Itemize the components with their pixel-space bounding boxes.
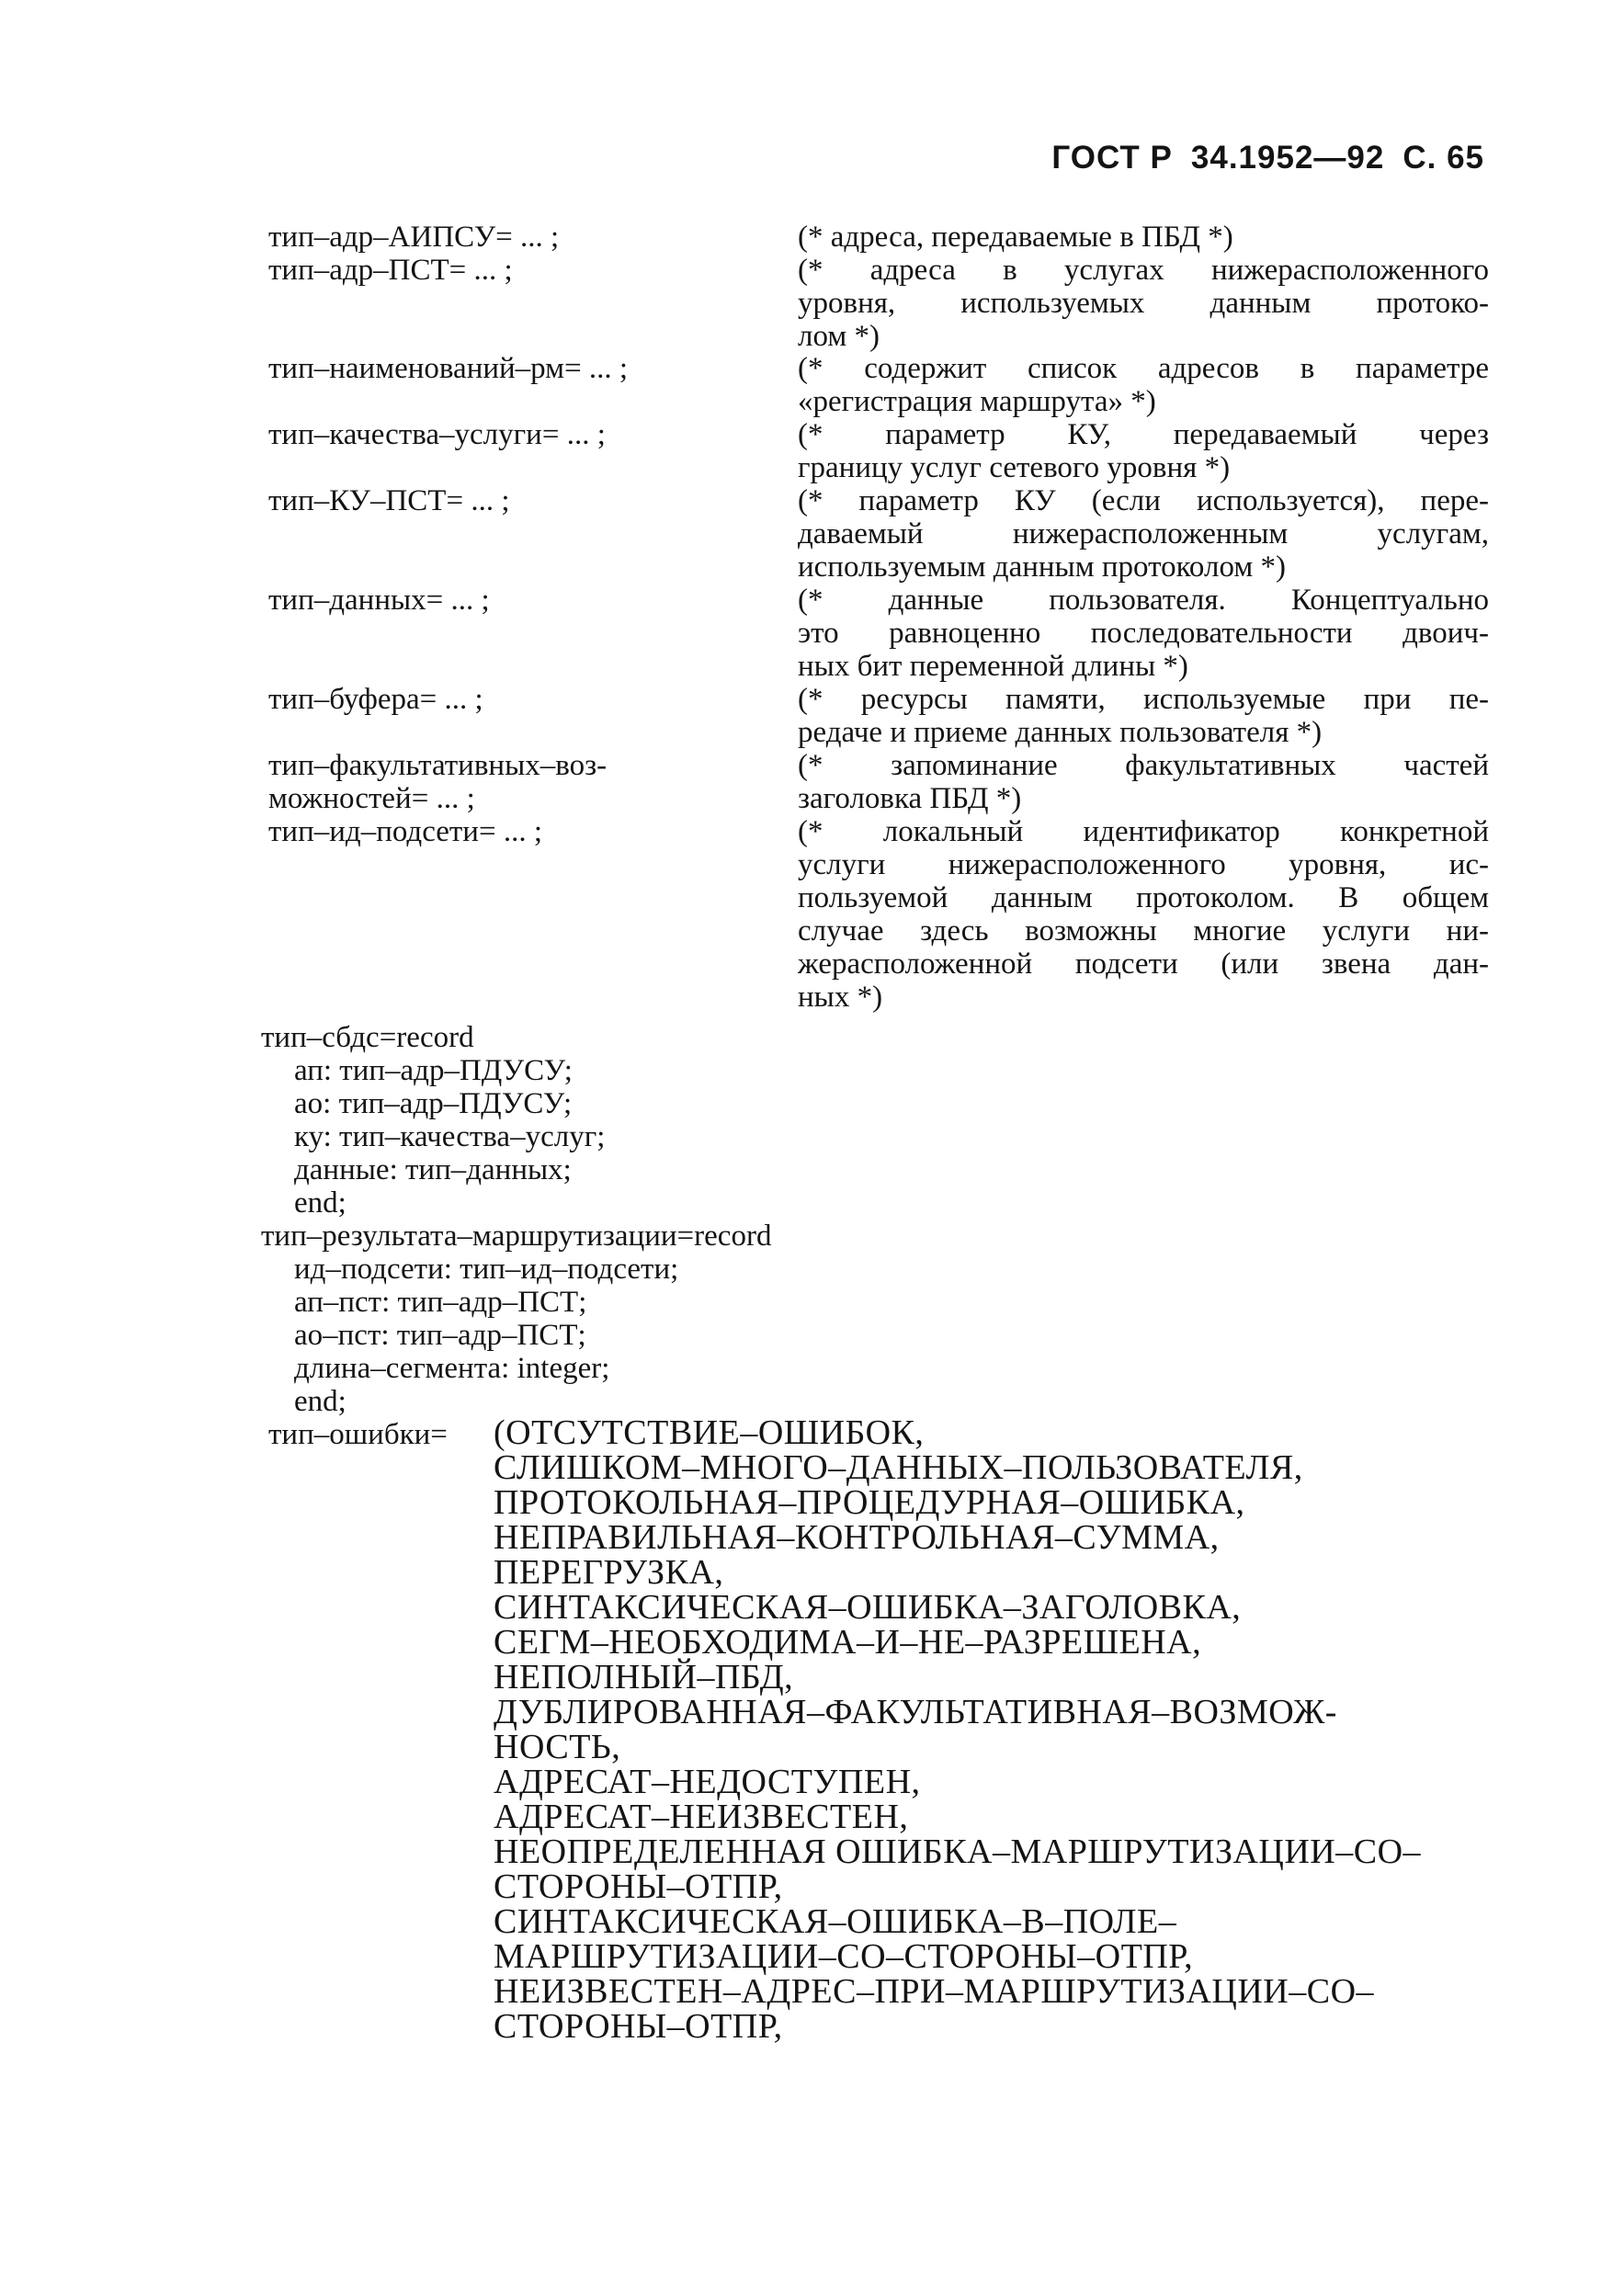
record-header: тип–результата–маршрутизации=record <box>261 1220 772 1253</box>
comment-line: ных *) <box>798 981 883 1014</box>
comment-line: случае здесь возможны многие услуги ни- <box>798 914 1489 947</box>
comment-line: (* данные пользователя. Концептуально <box>798 584 1489 617</box>
comment-line: пользуемой данным протоколом. В общем <box>798 881 1489 914</box>
comment-line: используемым данным протоколом *) <box>798 550 1286 584</box>
comment-line: услуги нижерасположенного уровня, ис- <box>798 848 1489 881</box>
comment-line: (* адреса, передаваемые в ПБД *) <box>798 221 1233 254</box>
standard-label: ГОСТ Р <box>1051 140 1173 176</box>
error-value: НЕОПРЕДЕЛЕННАЯ ОШИБКА–МАРШРУТИЗАЦИИ–СО– <box>494 1832 1422 1871</box>
error-value: НЕПРАВИЛЬНАЯ–КОНТРОЛЬНАЯ–СУММА, <box>494 1518 1220 1557</box>
record-header: тип–сбдс=record <box>261 1021 474 1054</box>
comment-line: заголовка ПБД *) <box>798 782 1022 815</box>
type-definition: тип–буфера= ... ; <box>268 683 483 716</box>
type-definition: тип–адр–АИПСУ= ... ; <box>268 221 560 254</box>
comment-line: это равноценно последовательности двоич- <box>798 617 1489 650</box>
type-definition: тип–адр–ПСТ= ... ; <box>268 254 513 287</box>
error-value: (ОТСУТСТВИЕ–ОШИБОК, <box>494 1413 925 1452</box>
record-field: ап–пст: тип–адр–ПСТ; <box>294 1286 587 1319</box>
page-header <box>1033 140 1484 176</box>
comment-line: (* запоминание факультативных частей <box>798 749 1489 782</box>
comment-line: уровня, используемых данным протоко- <box>798 287 1489 320</box>
record-field: ао: тип–адр–ПДУСУ; <box>294 1087 573 1120</box>
record-field: данные: тип–данных; <box>294 1153 572 1186</box>
record-field: ку: тип–качества–услуг; <box>294 1120 606 1153</box>
comment-line: жерасположенной подсети (или звена дан- <box>798 947 1489 981</box>
error-value: ПЕРЕГРУЗКА, <box>494 1553 724 1592</box>
error-value: АДРЕСАТ–НЕДОСТУПЕН, <box>494 1763 921 1801</box>
error-value: СИНТАКСИЧЕСКАЯ–ОШИБКА–В–ПОЛЕ– <box>494 1902 1177 1941</box>
type-definition: тип–качества–услуги= ... ; <box>268 418 606 451</box>
comment-line: (* параметр КУ, передаваемый через <box>798 418 1489 451</box>
comment-line: границу услуг сетевого уровня *) <box>798 451 1231 484</box>
comment-line: редаче и приеме данных пользователя *) <box>798 716 1323 749</box>
error-value: СЛИШКОМ–МНОГО–ДАННЫХ–ПОЛЬЗОВАТЕЛЯ, <box>494 1448 1303 1487</box>
type-definition: тип–факультативных–воз- <box>268 749 608 782</box>
type-definition: тип–ид–подсети= ... ; <box>268 815 542 848</box>
record-field: ао–пст: тип–адр–ПСТ; <box>294 1319 586 1352</box>
type-definition: тип–КУ–ПСТ= ... ; <box>268 484 510 517</box>
comment-line: (* локальный идентификатор конкретной <box>798 815 1489 848</box>
record-field: ид–подсети: тип–ид–подсети; <box>294 1253 679 1286</box>
standard-number: 34.1952—92 <box>1190 140 1385 176</box>
type-definition: тип–наименований–рм= ... ; <box>268 352 629 385</box>
error-value: СИНТАКСИЧЕСКАЯ–ОШИБКА–ЗАГОЛОВКА, <box>494 1588 1242 1627</box>
comment-line: (* ресурсы памяти, используемые при пе- <box>798 683 1489 716</box>
error-value: СТОРОНЫ–ОТПР, <box>494 2007 783 2046</box>
error-value: СТОРОНЫ–ОТПР, <box>494 1867 783 1906</box>
comment-line: «регистрация маршрута» *) <box>798 385 1156 418</box>
record-end: end; <box>294 1385 346 1418</box>
type-definition-continued: можностей= ... ; <box>268 782 475 815</box>
error-type-label: тип–ошибки= <box>268 1418 448 1451</box>
error-value: ДУБЛИРОВАННАЯ–ФАКУЛЬТАТИВНАЯ–ВОЗМОЖ- <box>494 1693 1337 1731</box>
error-value: НЕПОЛНЫЙ–ПБД, <box>494 1658 794 1696</box>
record-field: ап: тип–адр–ПДУСУ; <box>294 1054 573 1087</box>
comment-line: (* адреса в услугах нижерасположенного <box>798 254 1489 287</box>
error-value: НОСТЬ, <box>494 1728 621 1766</box>
error-value: МАРШРУТИЗАЦИИ–СО–СТОРОНЫ–ОТПР, <box>494 1937 1194 1976</box>
comment-line: ных бит переменной длины *) <box>798 650 1188 683</box>
error-value: СЕГМ–НЕОБХОДИМА–И–НЕ–РАЗРЕШЕНА, <box>494 1623 1202 1662</box>
type-definition: тип–данных= ... ; <box>268 584 490 617</box>
comment-line: (* параметр КУ (если используется), пере- <box>798 484 1489 517</box>
page-number: С. 65 <box>1403 140 1484 176</box>
comment-line: даваемый нижерасположенным услугам, <box>798 517 1489 550</box>
record-field: длина–сегмента: integer; <box>294 1352 610 1385</box>
comment-line: лом *) <box>798 320 880 353</box>
error-value: ПРОТОКОЛЬНАЯ–ПРОЦЕДУРНАЯ–ОШИБКА, <box>494 1483 1245 1522</box>
error-value: НЕИЗВЕСТЕН–АДРЕС–ПРИ–МАРШРУТИЗАЦИИ–СО– <box>494 1972 1375 2011</box>
error-value: АДРЕСАТ–НЕИЗВЕСТЕН, <box>494 1798 909 1836</box>
record-end: end; <box>294 1186 346 1220</box>
comment-line: (* содержит список адресов в параметре <box>798 352 1489 385</box>
